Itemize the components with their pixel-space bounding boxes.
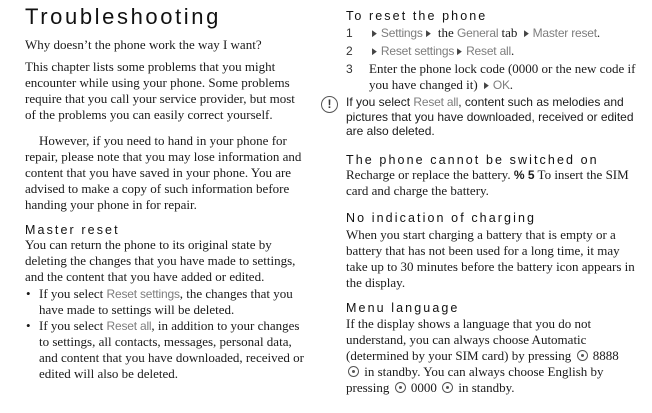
list-item: • If you select Reset all, in addition to your changes to settings, all contacts, messages, personal data, and content that you have downloaded, received or edited will also be deleted. [26, 318, 304, 381]
reset-phone-heading: To reset the phone [346, 9, 488, 23]
step-item: 2 ▶ Reset settings ▶ Reset all. [346, 43, 515, 58]
no-charging-heading: No indication of charging [346, 211, 537, 225]
arrow-icon: ▶ [457, 47, 463, 57]
step-item: 1 ▶ Settings ▶ the General tab ▶ Master reset. [346, 25, 601, 40]
intro-question: Why doesn’t the phone work the way I want? [25, 37, 262, 52]
cannot-switch-on-heading: The phone cannot be switched on [346, 153, 599, 167]
navigation-key-icon [395, 382, 406, 393]
intro-paragraph-1: This chapter lists some problems that you might encounter while using your phone. Some problems require that you call your service provider, but most of the problems you can easily correct yourself. [25, 59, 295, 122]
no-charging-paragraph: When you start charging a battery that is empty or a battery that has not been used for a long time, it may take up to 30 minutes before the battery icon appears in the display. [346, 227, 635, 290]
menu-language-heading: Menu language [346, 301, 460, 315]
list-item: • If you select Reset settings, the changes that you have made to settings will be deleted. [26, 286, 293, 317]
master-reset-paragraph: You can return the phone to its original state by deleting the changes that you have made to settings, and the content that you have added or edited. [25, 237, 296, 284]
menu-language-paragraph: If the display shows a language that you do not understand, you can always choose Automatic (determined by your SIM card) by pressing 8888 in standby. You can always choose English by pressing 0000 in standby. [346, 316, 619, 395]
step-item: 3 Enter the phone lock code (0000 or the new code if you have changed it) ▶ OK. [346, 61, 636, 92]
warning-icon: ! [321, 96, 338, 113]
navigation-key-icon [348, 366, 359, 377]
page-reference: % 5 [513, 168, 535, 182]
ui-term-reset-all: Reset all [106, 319, 152, 333]
warning-note-text: If you select Reset all, content such as melodies and pictures that you have downloaded, received or edited are also deleted. [346, 95, 634, 138]
cannot-switch-on-paragraph: Recharge or replace the battery. % 5 To insert the SIM card and charge the battery. [346, 167, 629, 198]
bullet-glyph: • [26, 286, 31, 301]
ui-term-reset-settings: Reset settings [106, 287, 180, 301]
arrow-icon: ▶ [372, 29, 377, 39]
navigation-key-icon [442, 382, 453, 393]
bullet-glyph: • [26, 318, 31, 333]
master-reset-heading: Master reset [25, 223, 120, 237]
arrow-icon: ▶ [372, 47, 377, 57]
intro-paragraph-2: However, if you need to hand in your phone for repair, please note that you may lose information and content that you have saved in your phone. You are advised to make a copy of such information before handing your phone in for repair. [25, 133, 302, 212]
arrow-icon: ▶ [523, 29, 529, 39]
reset-steps [346, 25, 636, 94]
master-reset-bullets [25, 286, 307, 382]
page-title: Troubleshooting [25, 4, 221, 29]
navigation-key-icon [577, 350, 588, 361]
arrow-icon: ▶ [483, 81, 489, 91]
arrow-icon: ▶ [425, 29, 431, 39]
